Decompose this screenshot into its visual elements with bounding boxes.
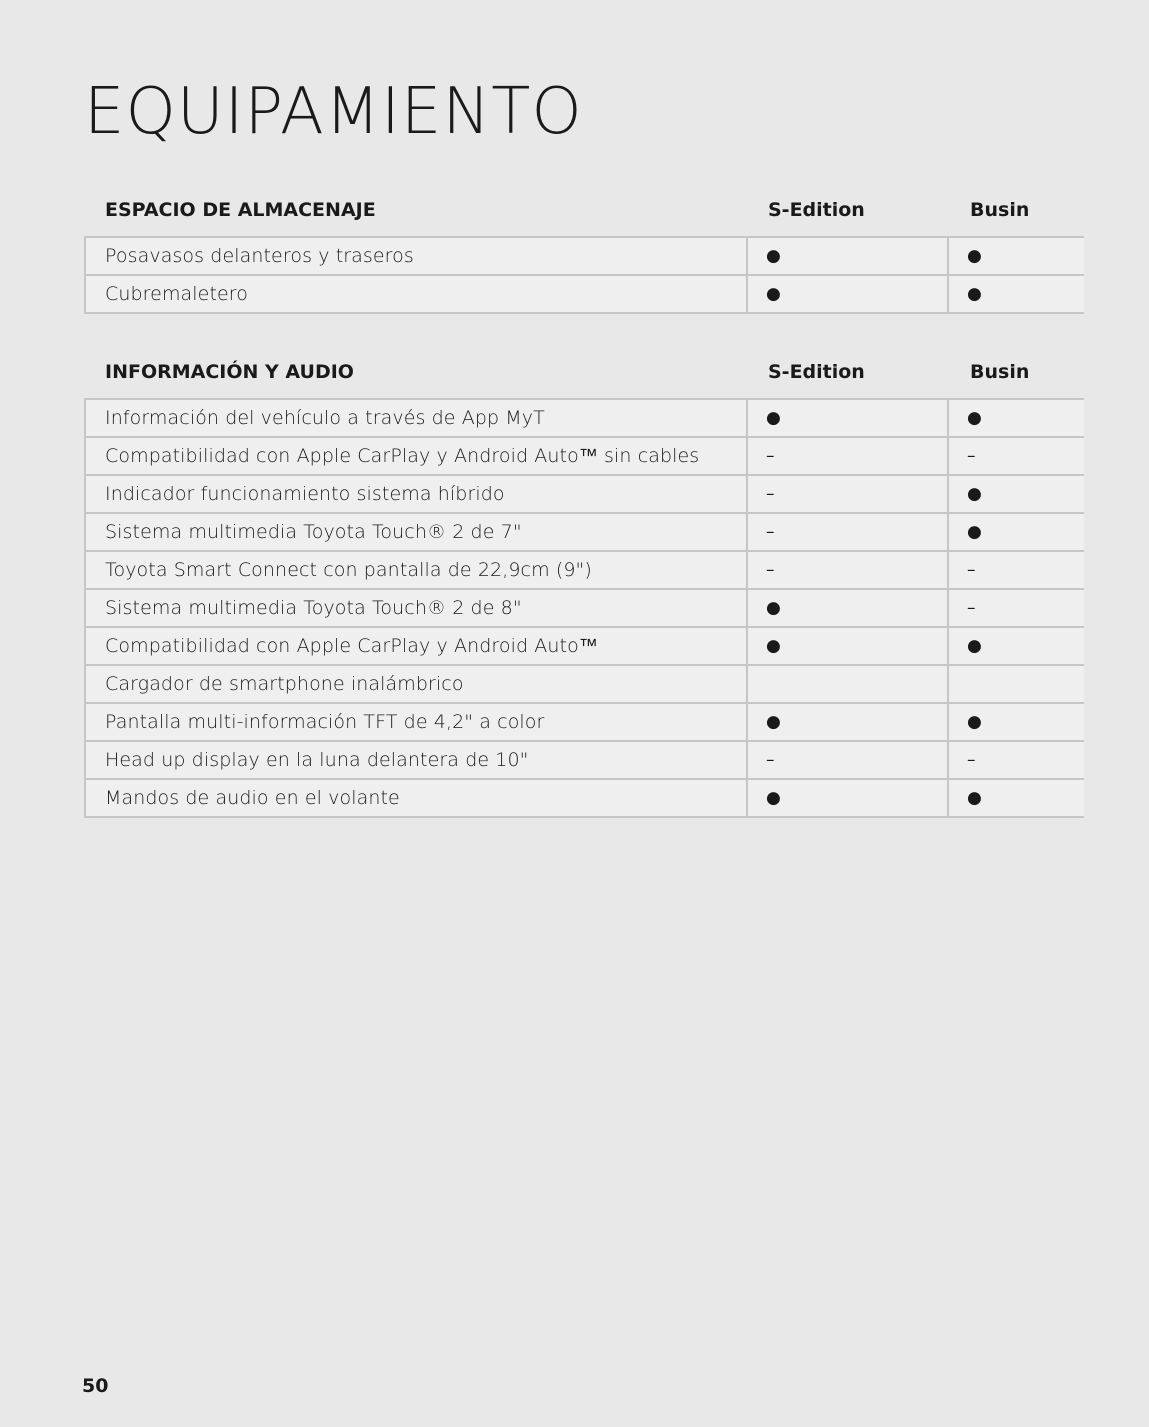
cell-business: [947, 590, 1149, 626]
table-row: [86, 742, 1084, 780]
row-label: Indicador funcionamiento sistema híbrido: [105, 483, 505, 505]
availability-mark: ●: [766, 284, 781, 304]
availability-mark: –: [766, 750, 775, 770]
table-row: [86, 704, 1084, 742]
cell-s-edition: [746, 276, 948, 312]
availability-mark: ●: [766, 712, 781, 732]
cell-business: [947, 276, 1149, 312]
row-label: Head up display en la luna delantera de 10": [105, 749, 529, 771]
cell-s-edition: [746, 238, 948, 274]
availability-mark: –: [766, 446, 775, 466]
cell-business: [947, 476, 1149, 512]
cell-s-edition: [746, 628, 948, 664]
cell-business: [947, 780, 1149, 816]
availability-mark: –: [766, 560, 775, 580]
row-label: Pantalla multi-información TFT de 4,2" a color: [105, 711, 545, 733]
column-header-business: Busin: [970, 361, 1030, 383]
availability-mark: ●: [766, 598, 781, 618]
cell-s-edition: [746, 704, 948, 740]
cell-business: [947, 552, 1149, 588]
column-header-business: Busin: [970, 199, 1030, 221]
availability-mark: ●: [766, 788, 781, 808]
column-header-s-edition: S-Edition: [768, 199, 865, 221]
cell-business: [947, 742, 1149, 778]
availability-mark: ●: [967, 284, 982, 304]
section-title: ESPACIO DE ALMACENAJE: [105, 199, 376, 221]
row-label: Sistema multimedia Toyota Touch® 2 de 8": [105, 597, 522, 619]
availability-mark: –: [967, 598, 976, 618]
cell-business: [947, 704, 1149, 740]
table-row: [86, 400, 1084, 438]
availability-mark: ●: [967, 408, 982, 428]
cell-business: [947, 514, 1149, 550]
availability-mark: ●: [967, 636, 982, 656]
cell-s-edition: [746, 438, 948, 474]
table-row: [86, 438, 1084, 476]
availability-mark: –: [967, 750, 976, 770]
row-label: Cargador de smartphone inalámbrico: [105, 673, 464, 695]
availability-mark: –: [967, 560, 976, 580]
availability-mark: ●: [967, 484, 982, 504]
equipment-table: [84, 398, 1084, 818]
cell-s-edition: [746, 742, 948, 778]
section-title: INFORMACIÓN Y AUDIO: [105, 361, 354, 383]
page-title: EQUIPAMIENTO: [84, 75, 583, 149]
table-row: [86, 780, 1084, 818]
availability-mark: ●: [766, 408, 781, 428]
section-info-audio: [84, 346, 1084, 818]
cell-business: [947, 238, 1149, 274]
row-label: Compatibilidad con Apple CarPlay y Android Auto™: [105, 635, 598, 657]
availability-mark: –: [766, 522, 775, 542]
availability-mark: –: [766, 484, 775, 504]
table-row: [86, 590, 1084, 628]
row-label: Información del vehículo a través de App MyT: [105, 407, 545, 429]
cell-business: [947, 666, 1149, 702]
cell-s-edition: [746, 400, 948, 436]
availability-mark: ●: [766, 246, 781, 266]
table-row: [86, 276, 1084, 314]
section-storage: [84, 184, 1084, 314]
row-label: Mandos de audio en el volante: [105, 787, 400, 809]
equipment-table: [84, 236, 1084, 314]
cell-s-edition: [746, 476, 948, 512]
cell-s-edition: [746, 666, 948, 702]
section-header: [84, 346, 1084, 398]
cell-business: [947, 438, 1149, 474]
row-label: Cubremaletero: [105, 283, 249, 305]
table-row: [86, 628, 1084, 666]
column-header-s-edition: S-Edition: [768, 361, 865, 383]
availability-mark: ●: [967, 788, 982, 808]
row-label: Toyota Smart Connect con pantalla de 22,9cm (9"): [105, 559, 592, 581]
table-row: [86, 552, 1084, 590]
availability-mark: ●: [967, 522, 982, 542]
cell-business: [947, 400, 1149, 436]
cell-s-edition: [746, 590, 948, 626]
row-label: Compatibilidad con Apple CarPlay y Android Auto™ sin cables: [105, 445, 700, 467]
cell-business: [947, 628, 1149, 664]
table-row: [86, 238, 1084, 276]
cell-s-edition: [746, 552, 948, 588]
cell-s-edition: [746, 514, 948, 550]
cell-s-edition: [746, 780, 948, 816]
availability-mark: ●: [967, 712, 982, 732]
availability-mark: ●: [766, 636, 781, 656]
table-row: [86, 476, 1084, 514]
table-row: [86, 666, 1084, 704]
row-label: Sistema multimedia Toyota Touch® 2 de 7": [105, 521, 522, 543]
row-label: Posavasos delanteros y traseros: [105, 245, 414, 267]
availability-mark: ●: [967, 246, 982, 266]
availability-mark: –: [967, 446, 976, 466]
section-header: [84, 184, 1084, 236]
table-row: [86, 514, 1084, 552]
page-number: 50: [82, 1375, 109, 1397]
